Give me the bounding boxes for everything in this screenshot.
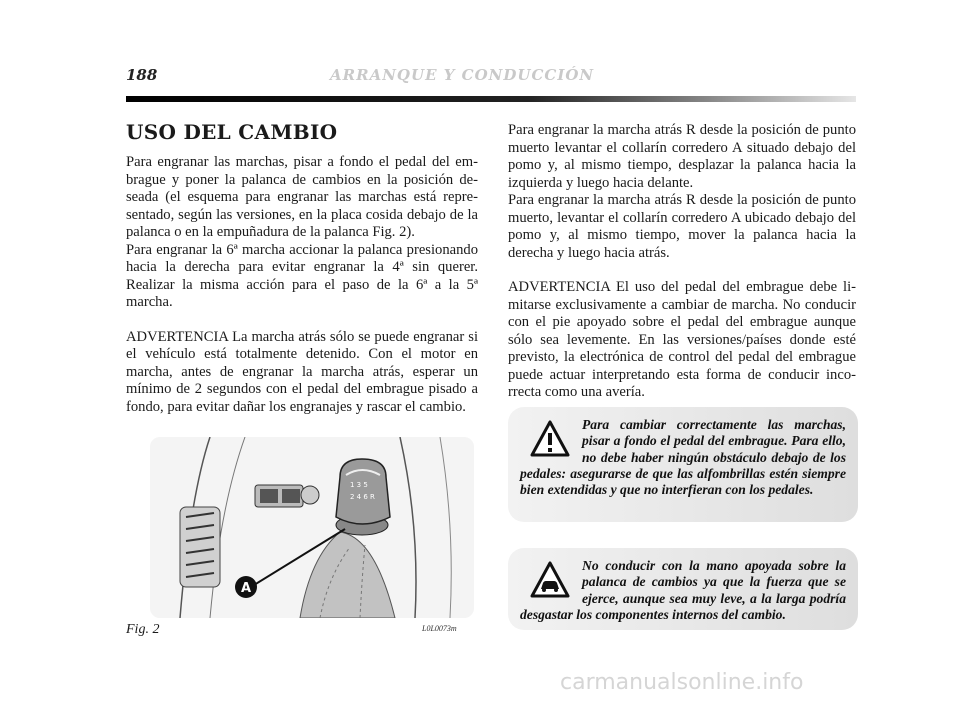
paragraph-reverse-right: Para engranar la marcha atrás R desde la posición de punto muerto, levantar el collarín corredero A ubicado debajo del pomo y, al mismo tiempo, mover la palanca hacia la derecha y luego hacia atrás. (508, 192, 856, 261)
running-header: ARRANQUE Y CONDUCCIÓN (330, 66, 595, 84)
warning-triangle-icon (530, 419, 570, 459)
right-column (508, 122, 856, 402)
header-rule (126, 96, 856, 102)
paragraph-sixth-gear: Para engranar la 6ª marcha accionar la palanca presionando hacia la derecha para evitar engranar la 4ª sin querer. Realizar la misma acción para el paso de la 6ª a la 5ª marcha. (126, 241, 478, 310)
left-column (126, 120, 478, 416)
watermark: carmanualsonline.info (560, 670, 804, 695)
page-number: 188 (126, 66, 158, 84)
warning-box-lever (508, 548, 858, 630)
svg-text:2 4 6 R: 2 4 6 R (350, 493, 375, 501)
paragraph-reverse-warning: ADVERTENCIA La marcha atrás sólo se puede engranar si el vehículo está totalmente detenido. Con el motor en marcha, antes de engranar la marcha atrás, esperar un mínimo de 2 segundos con el pedal del embrague pisado a fondo, para evitar dañar los engranajes y rascar el cambio. (126, 328, 478, 415)
paragraph-reverse-left: Para engranar la marcha atrás R desde la posición de punto muerto levantar el collarín corredero A situado debajo del pomo y, al mismo tiempo, desplazar la palanca hacia la izquierda y luego hacia delante. (508, 122, 856, 191)
figure-code: L0L0073m (422, 624, 457, 633)
section-title: USO DEL CAMBIO (126, 120, 338, 144)
warning-box-pedals (508, 407, 858, 522)
paragraph-shifting: Para engranar las marchas, pisar a fondo el pedal del embrague y poner la palanca de cambios en la posición deseada (el esquema para engranar las marchas está representado, según las versiones, en la placa cosida debajo de la palanca o en la empuñadura de la palanca Fig. 2). (126, 154, 478, 240)
callout-a: A (240, 581, 252, 596)
figure-label: Fig. 2 (126, 622, 160, 637)
gear-lever-figure (150, 437, 474, 618)
car-care-triangle-icon (530, 560, 570, 600)
warning-text-lever: No conducir con la mano apoyada sobre la palanca de cambios ya que la fuerza que se ejerce, aunque sea muy leve, a la larga podría desgastar los componentes internos del cambio. (520, 558, 846, 622)
paragraph-clutch-warning: ADVERTENCIA El uso del pedal del embrague debe limitarse exclusivamente a cambiar de marcha. No conducir con el pie apoyado sobre el pedal del embrague aunque sólo sea levemente. En las versiones/países donde esté previsto, la electrónica de control del pedal del embrague puede actuar interpretando esta forma de conducir incorrecta como una avería. (508, 279, 856, 400)
svg-text:1 3 5: 1 3 5 (350, 481, 368, 489)
warning-text-pedals: Para cambiar correctamente las marchas, pisar a fondo el pedal del embrague. Para ello, no debe haber ningún obstáculo debajo de los pedales: asegurarse de que las alfombrillas estén siempre bien extendidas y que no interfieran con los pedales. (520, 417, 846, 498)
